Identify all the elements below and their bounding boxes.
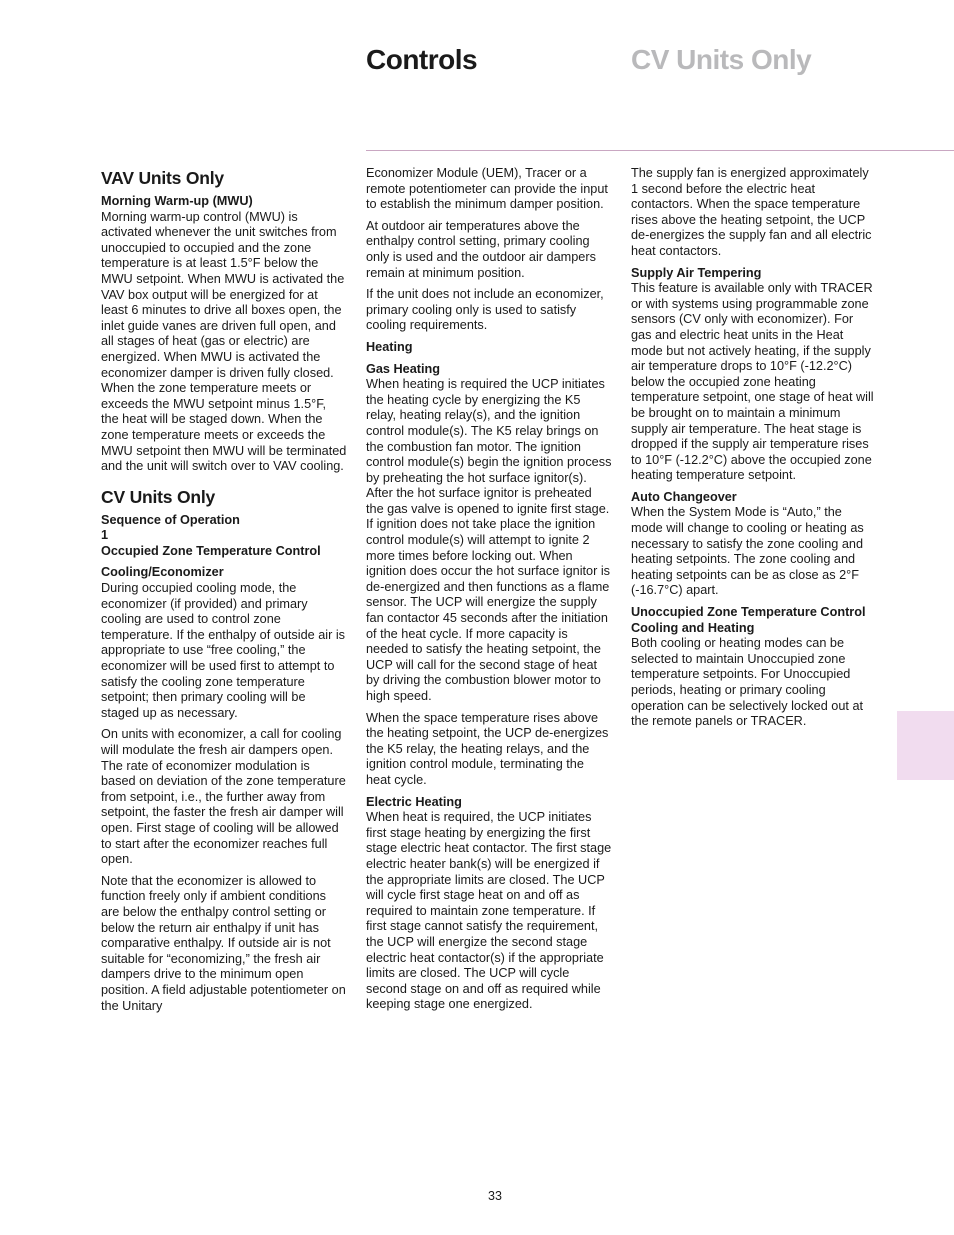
supply-air-tempering-subheading: Supply Air Tempering: [631, 265, 762, 280]
gas-heating-subheading: Gas Heating: [366, 361, 441, 376]
heating-heading: Heating: [366, 339, 413, 354]
economizer-paragraph-3: If the unit does not include an economizer, primary cooling only is used to satisfy cooling requirements.: [366, 287, 604, 333]
section-tab-marker: [897, 711, 954, 780]
supply-fan-paragraph: The supply fan is energized approximately 1 second before the electric heat contactors. When the space temperature rises above the heating setpoint, the UCP de-energizes the supply fan and all electric heat contactors.: [631, 166, 872, 258]
unoccupied-paragraph: Both cooling or heating modes can be selected to maintain Unoccupied zone temperature setpoints. For Unoccupied periods, heating or primary cooling operation can be selectively locked out at the remote panels or TRACER.: [631, 636, 864, 729]
electric-heating-subheading: Electric Heating: [366, 794, 462, 809]
section-title: CV Units Only: [631, 44, 812, 75]
electric-heating-paragraph: When heat is required, the UCP initiates first stage heating by energizing the first stage electric heat contactor. The first stage electric heater bank(s) will be energized if the appropriate limits are closed. The UCP will cycle first stage heat on and off as required to maintain zone temperature. If first stage cannot satisfy the requirement, the UCP will energize the second stage electric heat contactor(s) if the appropriate limits are closed. The UCP will cycle second stage on and off as required while keeping stage one energized.: [366, 810, 612, 1012]
cooling-paragraph-3: Note that the economizer is allowed to function freely only if ambient conditions are below the enthalpy control setting or below the return air enthalpy if unit has comparative enthalpy. If outside air is not suitable for “economizing,” the fresh air dampers drive to the minimum open position. A field adjustable potentiometer on the Unitary: [101, 873, 346, 1013]
column-2: [366, 166, 612, 1019]
cooling-subheading: Cooling/Economizer: [101, 565, 224, 580]
sequence-heading-line-1: Sequence of Operation: [101, 512, 240, 527]
auto-changeover-paragraph: When the System Mode is “Auto,” the mode will change to cooling or heating as necessary to satisfy the zone cooling and heating setpoints. The zone cooling and heating setpoints can be as close as 2°F (-16.7°C) apart.: [631, 505, 864, 598]
supply-air-tempering-paragraph: This feature is available only with TRACER or with systems using programmable zone sensors (CV only with economizer). For gas and electric heat units in the Heat mode but not actively heating, if the supply air temperature drops to 10°F (-12.2°C) below the occupied zone heating temperature setpoint, one stage of heat will be brought on to maintain a minimum supply air temperature. The heat stage is dropped if the supply air temperature rises to 10°F (-12.2°C) above the occupied zone heating temperature setpoint.: [631, 281, 874, 483]
mwu-subheading: Morning Warm-up (MWU): [101, 194, 253, 208]
header-divider: [366, 150, 954, 151]
economizer-paragraph-1: Economizer Module (UEM), Tracer or a remote potentiometer can provide the input to establish the minimum damper position.: [366, 166, 608, 212]
cooling-paragraph-2: On units with economizer, a call for cooling will modulate the fresh air dampers open. The rate of economizer modulation is based on deviation of the zone temperature from setpoint, i.e., the further away from setpoint, the faster the fresh air damper will open. First stage of cooling will be allowed to start after the economizer reaches full open.: [101, 727, 346, 867]
mwu-paragraph: Morning warm-up control (MWU) is activated whenever the unit switches from unoccupied to occupied and the zone temperature is at least 1.5°F below the MWU setpoint. When MWU is activated the VAV box output will be energized for at least 6 minutes to drive all boxes open, the inlet guide vanes are driven full open, and all stages of heat (gas or electric) are energized. When MWU is activated the economizer damper is driven fully closed. When the zone temperature meets or exceeds the MWU setpoint minus 1.5°F, the heat will be staged down. When the zone temperature meets or exceeds the MWU setpoint then MWU will be terminated and the unit will switch over to VAV cooling.: [101, 209, 347, 474]
column-3: [631, 166, 877, 736]
page-number: 33: [488, 1189, 502, 1203]
auto-changeover-subheading: Auto Changeover: [631, 489, 737, 504]
sequence-heading-line-2: 1: [101, 528, 109, 543]
sequence-heading-line-3: Occupied Zone Temperature Control: [101, 543, 321, 558]
cooling-paragraph-1: During occupied cooling mode, the economizer (if provided) and primary cooling are used to control zone temperature. If the enthalpy of outside air is appropriate to use “free cooling,” the economizer will be used first to attempt to satisfy the cooling zone temperature setpoint; then primary cooling will be staged up as necessary.: [101, 581, 346, 720]
cv-heading: CV Units Only: [101, 486, 216, 507]
gas-heating-paragraph-1: When heating is required the UCP initiates the heating cycle by energizing the K5 relay, heating relay(s), and the ignition control module(s). The K5 relay brings on the combustion fan motor. The ignition control module(s) begin the ignition process by preheating the hot surface ignitor(s). After the hot surface ignitor is preheated the gas valve is opened to ignite first stage. If ignition does not take place the ignition control module(s) will attempt to ignite 2 more times before locking out. When ignition does occur the hot surface ignitor is de-energized and then functions as a flame sensor. The UCP will energize the supply fan contactor 45 seconds after the initiation of the heat cycle. If more capacity is needed to satisfy the heating setpoint, the UCP will call for the second stage of heat by driving the combustion blower motor to high speed.: [366, 377, 612, 703]
unoccupied-heading-line-2: Cooling and Heating: [631, 620, 755, 635]
gas-heating-paragraph-2: When the space temperature rises above the heating setpoint, the UCP de-energizes the K5 relay, the heating relays, and the ignition control module, terminating the heat cycle.: [366, 710, 609, 787]
page-title: Controls: [366, 44, 478, 75]
unoccupied-heading-line-1: Unoccupied Zone Temperature Control: [631, 605, 866, 620]
vav-heading: VAV Units Only: [101, 168, 224, 188]
column-1: [101, 167, 347, 1020]
economizer-paragraph-2: At outdoor air temperatures above the enthalpy control setting, primary cooling only is used and the outdoor air dampers remain at minimum position.: [366, 218, 596, 280]
